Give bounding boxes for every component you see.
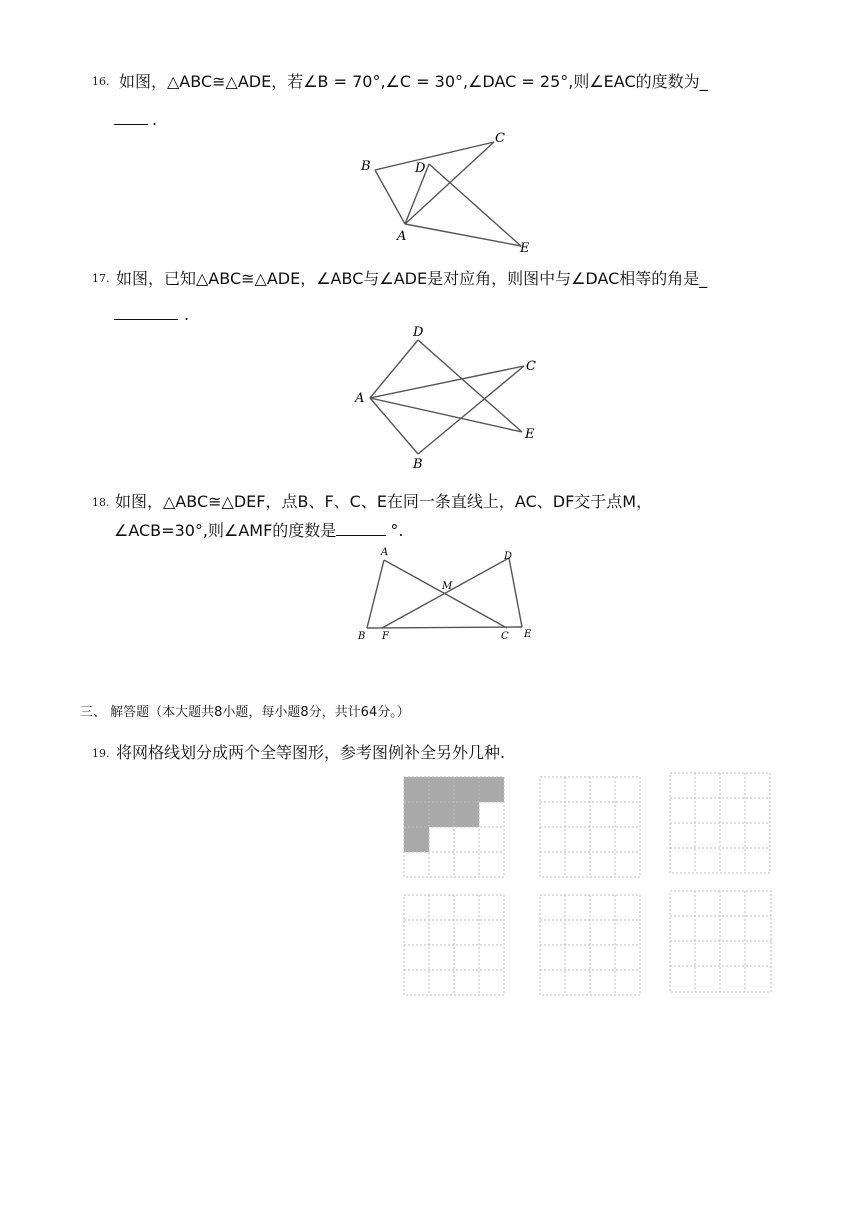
q16-seg-AE [405, 224, 521, 246]
q17-label-D: D [413, 325, 424, 340]
q17-seg-AB [370, 398, 418, 454]
q18-label-C: C [501, 631, 509, 642]
answer-grid-3[interactable] [402, 893, 506, 997]
q19-number: 19. [92, 747, 110, 760]
q16-label-A: A [397, 229, 407, 244]
q18-seg-AB [367, 560, 384, 628]
q17-answer-line [114, 305, 189, 325]
q16-label-C: C [495, 131, 505, 146]
section-3-title: 三、 解答题（本大题共8小题，每小题8分，共计64分。） [80, 705, 410, 720]
q17-seg-AE [370, 398, 522, 432]
q18-label-B: B [358, 631, 366, 642]
q18-label-E: E [524, 629, 532, 640]
q18-label-A: A [381, 547, 389, 558]
q18-seg-DF [382, 558, 509, 628]
q17-figure [350, 322, 550, 472]
q17-label-E: E [525, 427, 535, 442]
q18-label-F: F [382, 631, 389, 642]
q16-end: . [152, 110, 158, 129]
q18-blank[interactable] [336, 521, 386, 536]
q18-line2-prefix: ∠ACB=30°,则∠AMF的度数是 [114, 521, 337, 540]
q18-line2-suffix: °. [390, 521, 404, 540]
example-grid [402, 775, 506, 879]
q17-label-C: C [526, 359, 536, 374]
q17-number: 17. [92, 272, 110, 285]
q17-label-B: B [413, 457, 423, 472]
q16-figure [355, 128, 535, 258]
q16-label-B: B [361, 159, 371, 174]
q18-figure [352, 544, 542, 644]
answer-grid-1[interactable] [538, 775, 642, 879]
q16-text: 如图，△ABC≅△ADE，若∠B = 70°,∠C = 30°,∠DAC = 25°,则∠EAC的度数为_ [119, 72, 708, 91]
q16-seg-DE [429, 164, 521, 246]
q18-number: 18. [92, 496, 110, 509]
q17-end: . [184, 305, 190, 324]
q18-text-line1: 如图，△ABC≅△DEF，点B、F、C、E在同一条直线上，AC、DF交于点M， [115, 492, 653, 511]
q16-seg-BC [375, 142, 494, 170]
q17-label-A: A [355, 391, 365, 406]
answer-grid-5[interactable] [668, 889, 774, 995]
q16-seg-BA [375, 170, 405, 224]
q18-text-line2 [114, 521, 403, 541]
q19-text: 将网格线划分成两个全等图形，参考图例补全另外几种. [116, 743, 506, 762]
q18-label-M: M [442, 581, 453, 592]
q16-blank[interactable] [114, 110, 148, 125]
answer-grid-4[interactable] [538, 893, 642, 997]
q18-label-D: D [504, 551, 513, 562]
q18-seg-AC [384, 560, 507, 628]
q17-seg-CB [418, 366, 524, 454]
q17-text: 如图，已知△ABC≅△ADE，∠ABC与∠ADE是对应角，则图中与∠DAC相等的角是_ [116, 269, 708, 288]
q17-seg-DE [418, 340, 522, 432]
q18-seg-BE [367, 627, 522, 628]
q16-answer-line [114, 110, 157, 130]
q16-label-D: D [415, 161, 426, 176]
q16-number: 16. [92, 75, 110, 88]
q18-seg-DE [509, 558, 522, 627]
q17-blank[interactable] [114, 305, 178, 320]
answer-grid-2[interactable] [668, 771, 772, 875]
q16-label-E: E [520, 241, 530, 256]
